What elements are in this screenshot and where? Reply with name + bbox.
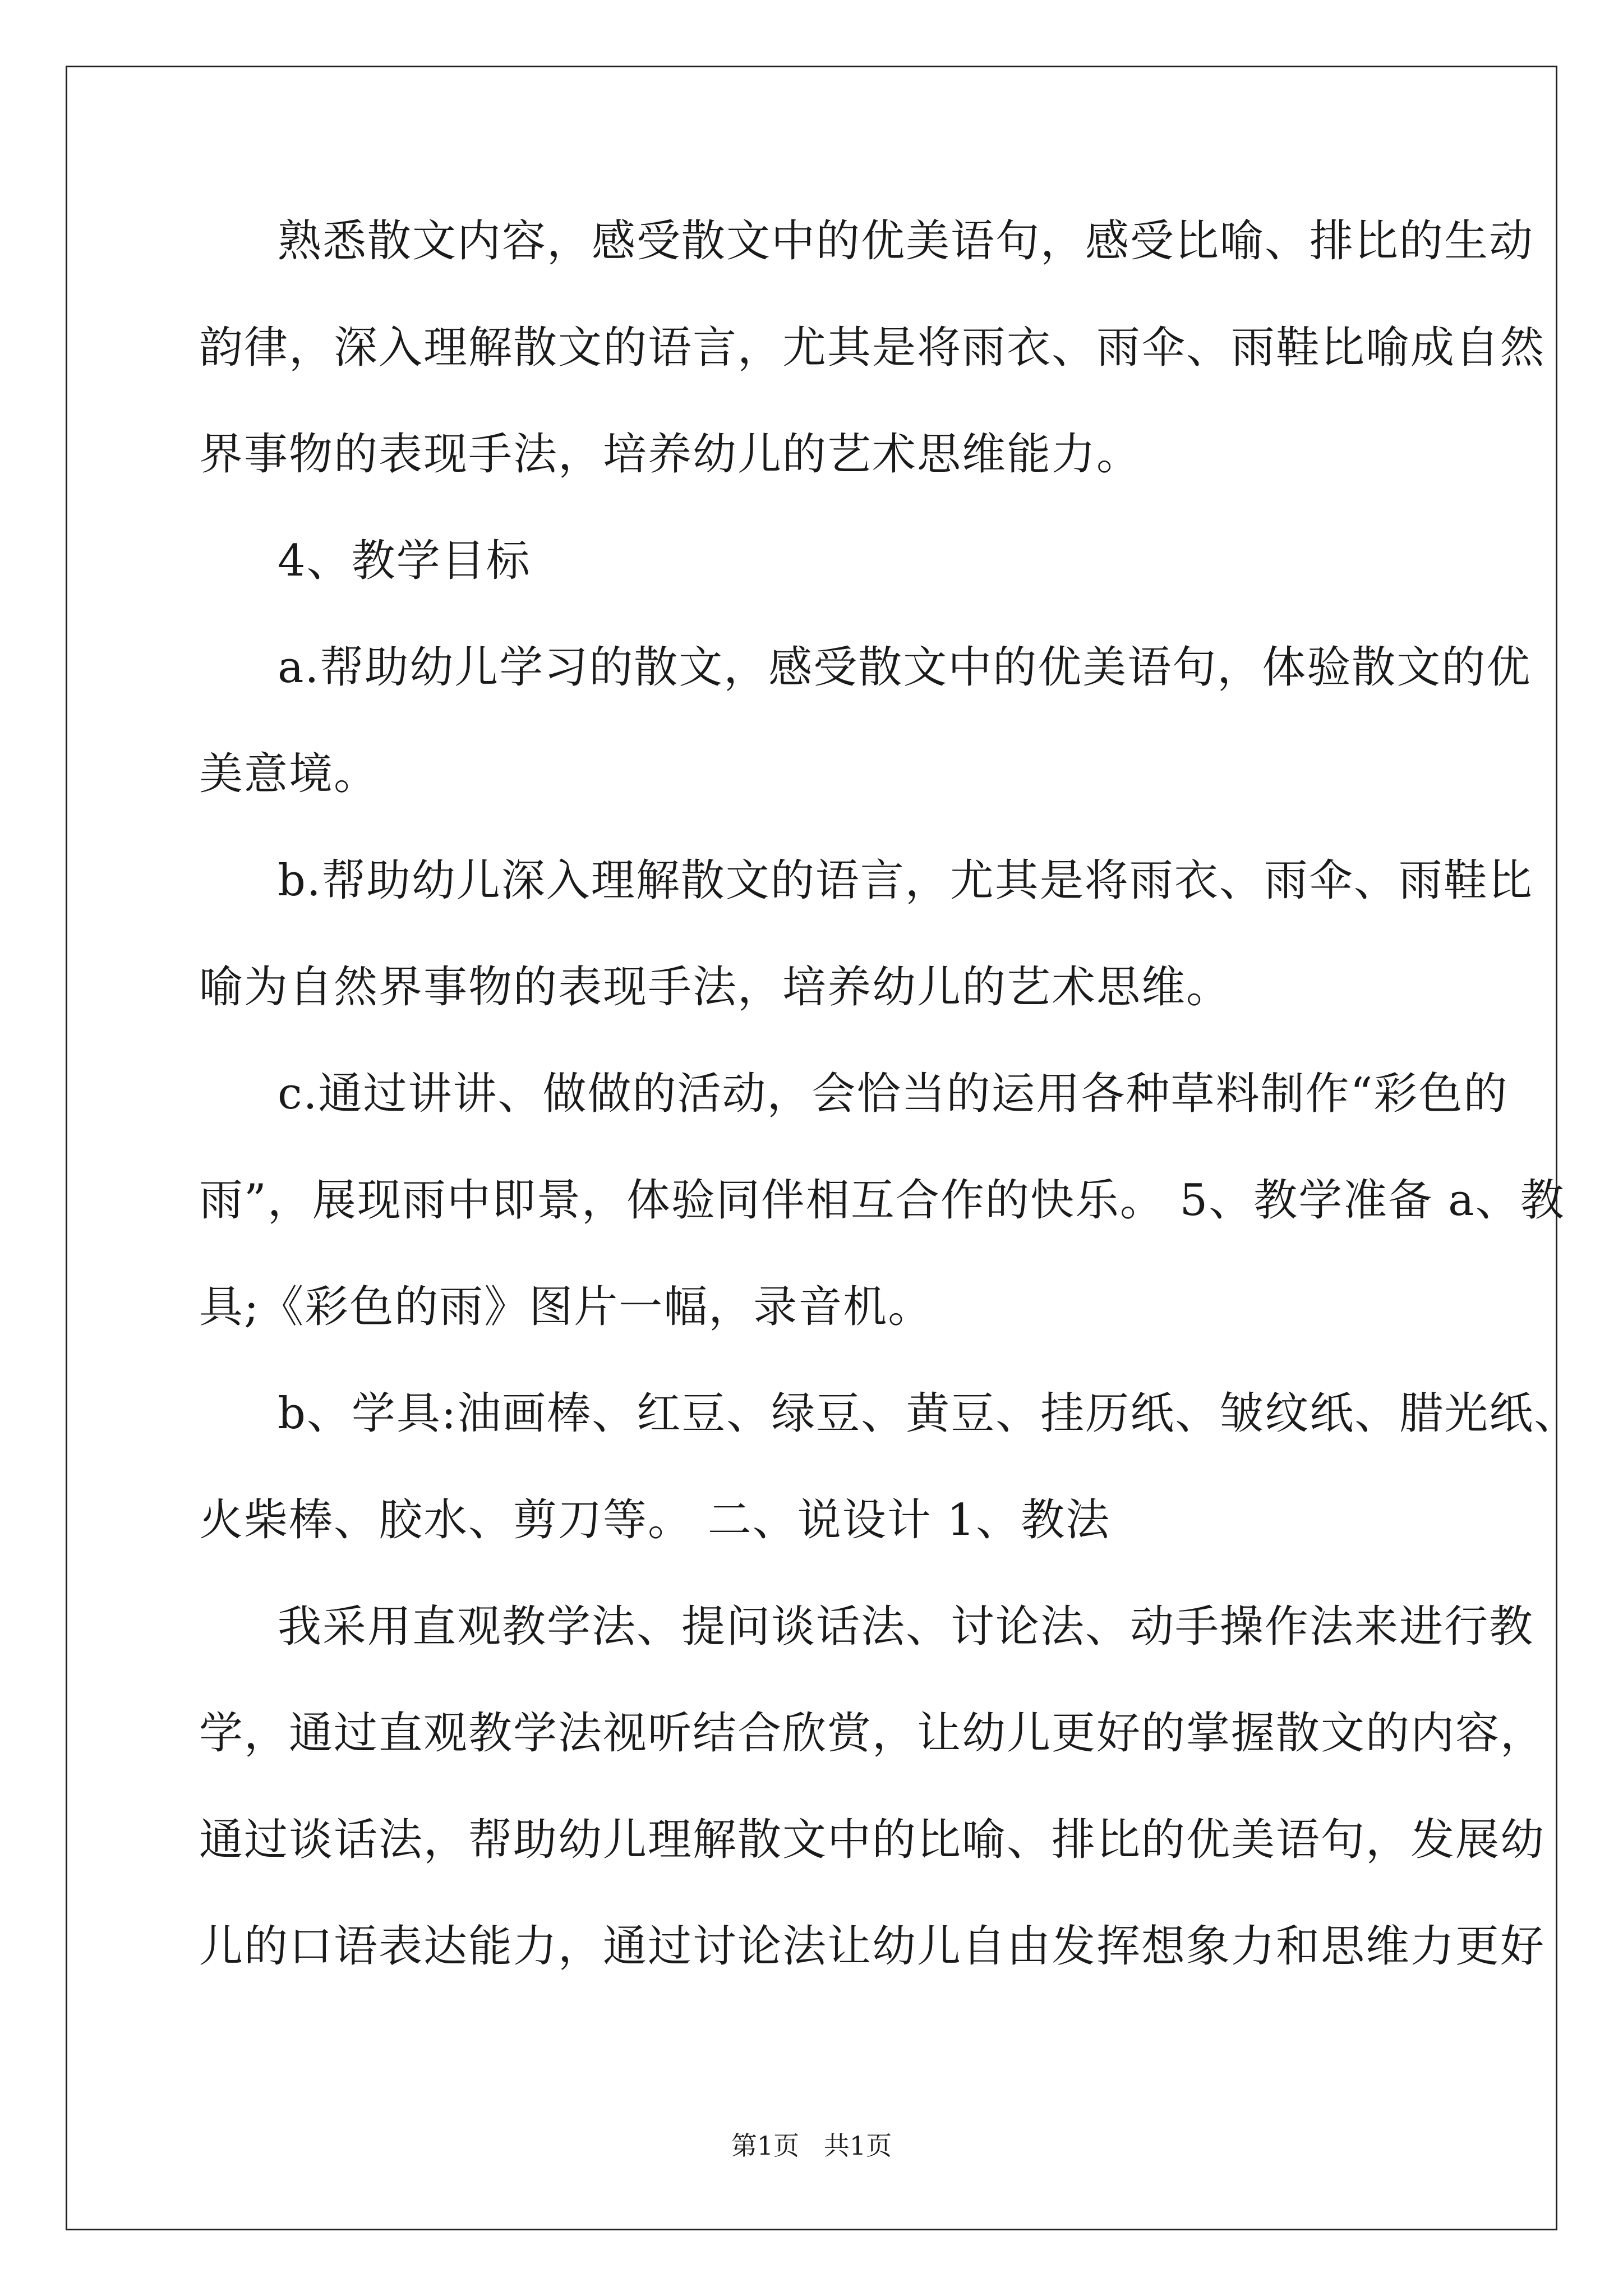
paragraph-line: 具;《彩色的雨》图片一幅，录音机。 [199, 1282, 933, 1332]
paragraph-line: 我采用直观教学法、提问谈话法、讨论法、动手操作法来进行教 [278, 1602, 1534, 1652]
paragraph-line: 火柴棒、胶水、剪刀等。 二、说设计 1、教法 [199, 1495, 1111, 1545]
paragraph-line: 韵律，深入理解散文的语言，尤其是将雨衣、雨伞、雨鞋比喻成自然 [199, 323, 1546, 373]
paragraph-line: 学，通过直观教学法视听结合欣赏，让幼儿更好的掌握散文的内容， [199, 1708, 1546, 1759]
paragraph-line: 喻为自然界事物的表现手法，培养幼儿的艺术思维。 [199, 962, 1232, 1013]
section-heading: 4、教学目标 [278, 536, 531, 586]
paragraph-line: b.帮助幼儿深入理解散文的语言，尤其是将雨衣、雨伞、雨鞋比 [278, 855, 1533, 906]
paragraph-line: 儿的口语表达能力，通过讨论法让幼儿自由发挥想象力和思维力更好 [199, 1921, 1546, 1972]
paragraph-line: 通过谈话法，帮助幼儿理解散文中的比喻、排比的优美语句，发展幼 [199, 1815, 1546, 1865]
paragraph-line: b、学具:油画棒、红豆、绿豆、黄豆、挂历纸、皱纹纸、腊光纸、 [278, 1388, 1579, 1439]
paragraph-line: a.帮助幼儿学习的散文，感受散文中的优美语句，体验散文的优 [278, 642, 1532, 693]
paragraph-line: c.通过讲讲、做做的活动，会恰当的运用各种草料制作“彩色的 [278, 1069, 1509, 1119]
page-number-footer: 第1页 共1页 [731, 2131, 892, 2161]
page-border [66, 66, 1557, 2230]
paragraph-line: 美意境。 [199, 749, 379, 799]
paragraph-line: 雨”，展现雨中即景，体验同伴相互合作的快乐。 5、教学准备 a、教 [199, 1175, 1565, 1226]
paragraph-line: 熟悉散文内容，感受散文中的优美语句，感受比喻、排比的生动 [278, 216, 1534, 266]
paragraph-line: 界事物的表现手法，培养幼儿的艺术思维能力。 [199, 429, 1142, 480]
